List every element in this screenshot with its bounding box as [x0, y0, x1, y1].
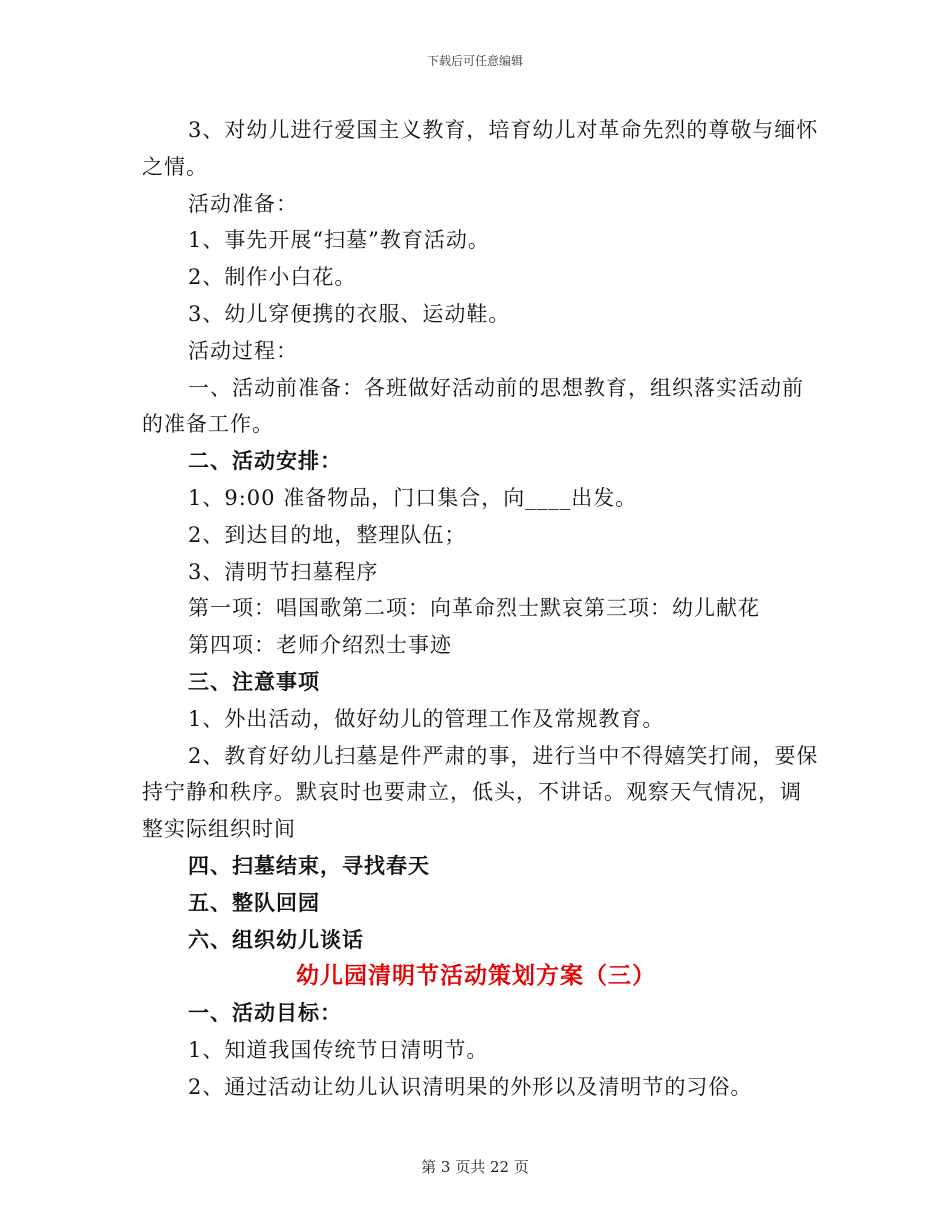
- page-footer: 第 3 页共 22 页: [421, 1158, 529, 1176]
- paragraph-line: 第四项：老师介绍烈士事迹: [188, 633, 452, 658]
- section-heading: 五、整队回园: [188, 889, 320, 915]
- list-item: 2、通过活动让幼儿认识清明果的外形以及清明节的习俗。: [188, 1074, 753, 1099]
- page-header: 下载后可任意编辑: [426, 54, 523, 68]
- list-item: 3、清明节扫墓程序: [188, 559, 379, 584]
- list-item: 3、幼儿穿便携的衣服、运动鞋。: [188, 301, 511, 326]
- section-heading: 一、活动目标：: [188, 1000, 342, 1026]
- paragraph-line: 的准备工作。: [142, 412, 274, 437]
- section-heading: 四、扫墓结束，寻找春天: [188, 852, 430, 878]
- list-item: 2、制作小白花。: [188, 265, 357, 290]
- section-heading: 三、注意事项: [188, 668, 320, 694]
- paragraph-line: 第一项：唱国歌第二项：向革命烈士默哀第三项：幼儿献花: [188, 596, 760, 621]
- paragraph-line: 一、活动前准备：各班做好活动前的思想教育，组织落实活动前: [188, 375, 804, 400]
- list-item: 1、知道我国传统节日清明节。: [188, 1037, 489, 1062]
- document-title: 幼儿园清明节活动策划方案（三）: [296, 962, 656, 990]
- list-item: 1、外出活动，做好幼儿的管理工作及常规教育。: [188, 706, 665, 731]
- section-label: 活动过程：: [188, 338, 298, 363]
- paragraph-line: 之情。: [142, 154, 208, 179]
- list-item: 2、到达目的地，整理队伍；: [188, 522, 467, 547]
- section-heading: 二、活动安排：: [188, 448, 342, 474]
- paragraph-line: 整实际组织时间: [142, 817, 296, 842]
- paragraph-line: 持宁静和秩序。默哀时也要肃立，低头，不讲话。观察天气情况，调: [142, 780, 802, 805]
- list-item: 1、事先开展“扫墓”教育活动。: [188, 228, 490, 253]
- list-item: 1、9:00 准备物品，门口集合，向____出发。: [188, 485, 638, 510]
- paragraph-line: 3、对幼儿进行爱国主义教育，培育幼儿对革命先烈的尊敬与缅怀: [188, 118, 819, 142]
- list-item: 2、教育好幼儿扫墓是件严肃的事，进行当中不得嬉笑打闹，要保: [188, 743, 819, 768]
- document-body: [142, 112, 819, 1106]
- section-label: 活动准备：: [188, 191, 298, 216]
- section-heading: 六、组织幼儿谈话: [188, 926, 364, 952]
